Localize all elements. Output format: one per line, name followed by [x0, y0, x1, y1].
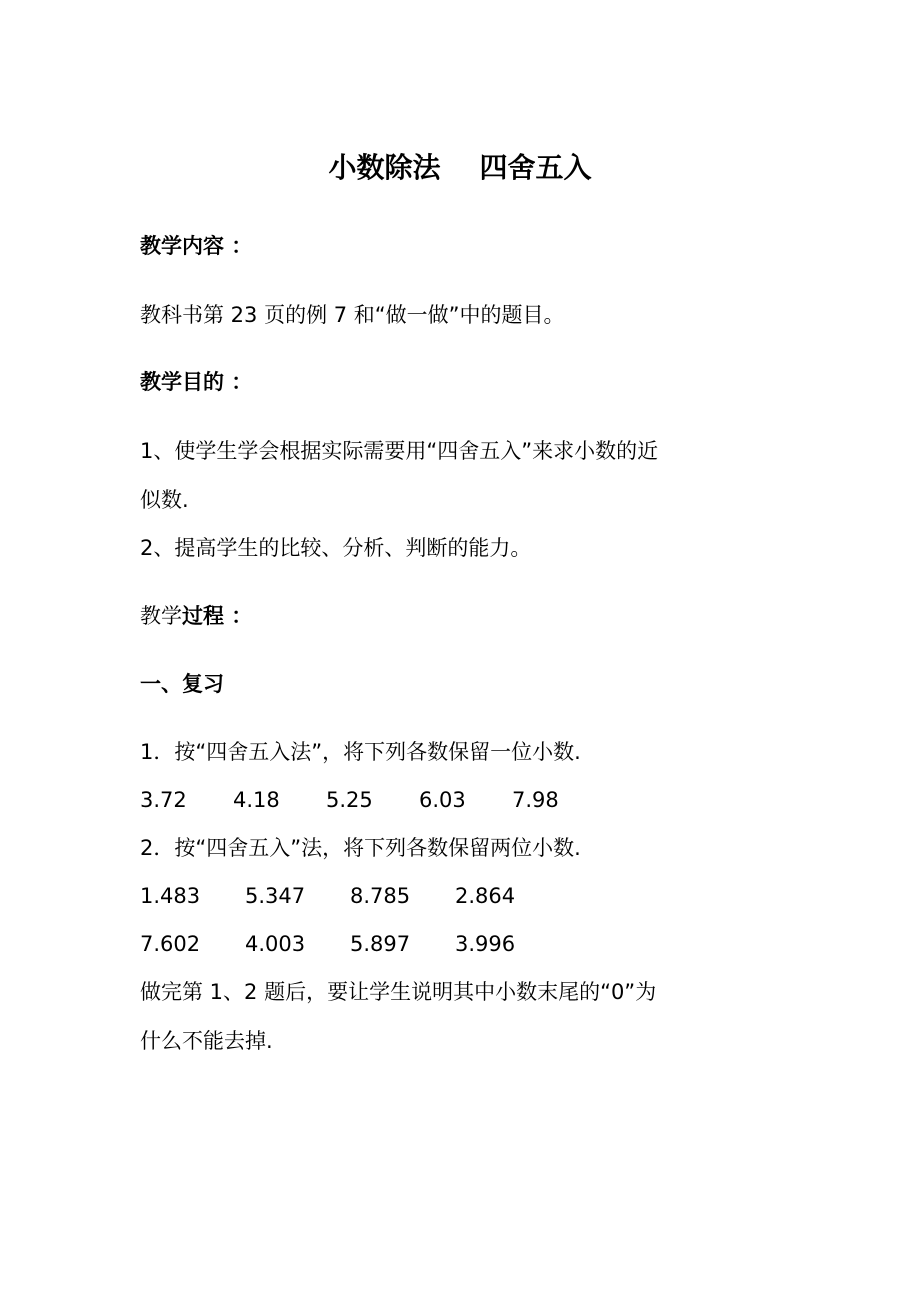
process-heading-bold: 过程 ：	[182, 604, 253, 628]
number-item: 7.602	[140, 932, 201, 956]
number-item: 6.03	[419, 788, 466, 812]
process-heading	[140, 601, 252, 631]
section-review-heading: 一、复习	[140, 672, 224, 696]
number-item: 1.483	[140, 884, 201, 908]
number-item: 5.25	[326, 788, 373, 812]
goal-item-1-line-2: 似数.	[140, 488, 189, 512]
number-item: 5.347	[245, 884, 306, 908]
goal-item-2: 2、提高学生的比较、分析、判断的能力。	[140, 536, 532, 560]
number-item: 5.897	[350, 932, 411, 956]
goal-item-1-line-1: 1、使学生学会根据实际需要用“四舍五入”来求小数的近	[140, 439, 659, 463]
page-title: 小数除法 四舍五入	[328, 151, 592, 184]
question-1-numbers	[140, 785, 605, 815]
number-item: 4.003	[245, 932, 306, 956]
number-item: 3.72	[140, 788, 187, 812]
number-item: 7.98	[512, 788, 559, 812]
question-1: 1．按“四舍五入法”，将下列各数保留一位小数.	[140, 740, 581, 764]
number-item: 4.18	[233, 788, 280, 812]
content-heading: 教学内容 ：	[140, 234, 253, 258]
number-item: 8.785	[350, 884, 411, 908]
number-item: 2.864	[455, 884, 516, 908]
content-text: 教科书第 23 页的例 7 和“做一做”中的题目。	[140, 303, 565, 327]
note-line-1: 做完第 1、2 题后，要让学生说明其中小数末尾的“0”为	[140, 980, 657, 1004]
goals-heading: 教学目的 ：	[140, 370, 253, 394]
note-line-2: 什么不能去掉.	[140, 1029, 273, 1053]
question-2-numbers-row-1	[140, 881, 560, 911]
number-item: 3.996	[455, 932, 516, 956]
question-2-numbers-row-2	[140, 929, 560, 959]
question-2: 2．按“四舍五入”法，将下列各数保留两位小数.	[140, 836, 581, 860]
process-heading-normal: 教学	[140, 604, 182, 628]
